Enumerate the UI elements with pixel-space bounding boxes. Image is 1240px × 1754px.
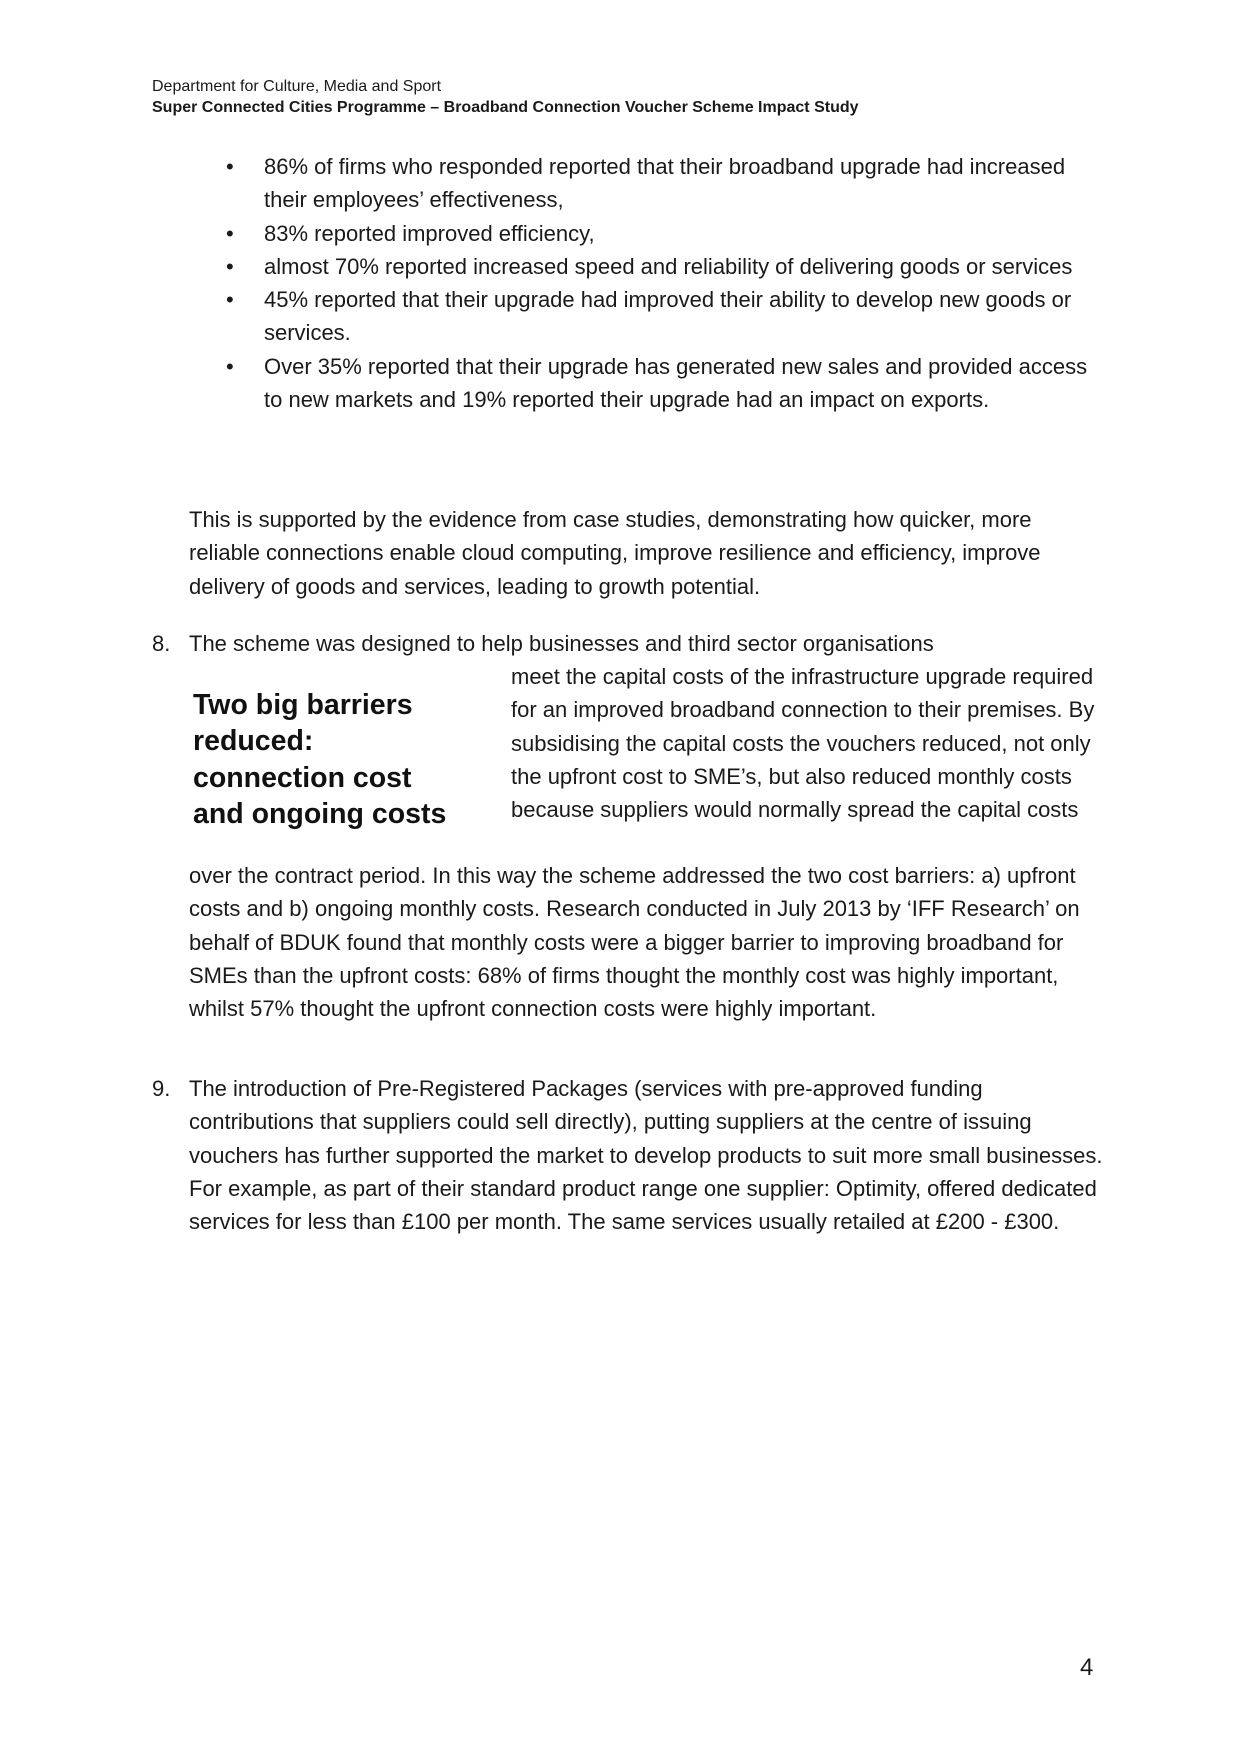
paragraph-number-8: 8.	[152, 631, 171, 656]
paragraph-number-9: 9.	[152, 1076, 171, 1101]
page-number: 4	[1080, 1654, 1094, 1681]
list-item: • 86% of firms who responded reported that their broadband upgrade had increased their employees’ effectiveness,	[226, 150, 1106, 217]
page-header	[152, 76, 859, 118]
findings-bullet-list	[226, 150, 1106, 416]
list-item: • almost 70% reported increased speed and reliability of delivering goods or services	[226, 250, 1106, 283]
supporting-evidence-paragraph: This is supported by the evidence from case studies, demonstrating how quicker, more reliable connections enable cloud computing, improve resilience and efficiency, improve delivery of goods and services, leading to growth potential.	[189, 507, 1041, 599]
paragraph-8-continued: over the contract period. In this way the scheme addressed the two cost barriers: a) upfront costs and b) ongoing monthly costs. Research conducted in July 2013 by ‘IFF Research’ on behalf of BDUK found that monthly costs were a bigger barrier to improving broadband for SMEs than the upfront costs: 68% of firms thought the monthly cost was highly important, whilst 57% thought the upfront connection costs were highly important.	[189, 863, 1080, 1022]
list-item: • Over 35% reported that their upgrade has generated new sales and provided access to new markets and 19% reported their upgrade had an impact on exports.	[226, 350, 1106, 417]
header-title: Super Connected Cities Programme – Broadband Connection Voucher Scheme Impact Study	[152, 99, 859, 116]
pull-quote: Two big barriers reduced: connection cost and ongoing costs	[193, 689, 447, 831]
paragraph-9: The introduction of Pre-Registered Packages (services with pre-approved funding contributions that suppliers could sell directly), putting suppliers at the centre of issuing vouchers has further supported the market to develop products to suit more small businesses. For example, as part of their standard product range one supplier: Optimity, offered dedicated services for less than £100 per month. The same services usually retailed at £200 - £300.	[189, 1076, 1103, 1235]
paragraph-8-wrapped-text: meet the capital costs of the infrastructure upgrade required for an improved broadband connection to their premises. By subsidising the capital costs the vouchers reduced, not only the upfront cost to SME’s, but also reduced monthly costs because suppliers would normally spread the capital costs	[511, 664, 1095, 823]
list-item: • 45% reported that their upgrade had improved their ability to develop new goods or services.	[226, 283, 1106, 350]
paragraph-8-first-line: The scheme was designed to help businesses and third sector organisations	[189, 631, 934, 656]
list-item: • 83% reported improved efficiency,	[226, 217, 1106, 250]
header-department: Department for Culture, Media and Sport	[152, 78, 442, 95]
